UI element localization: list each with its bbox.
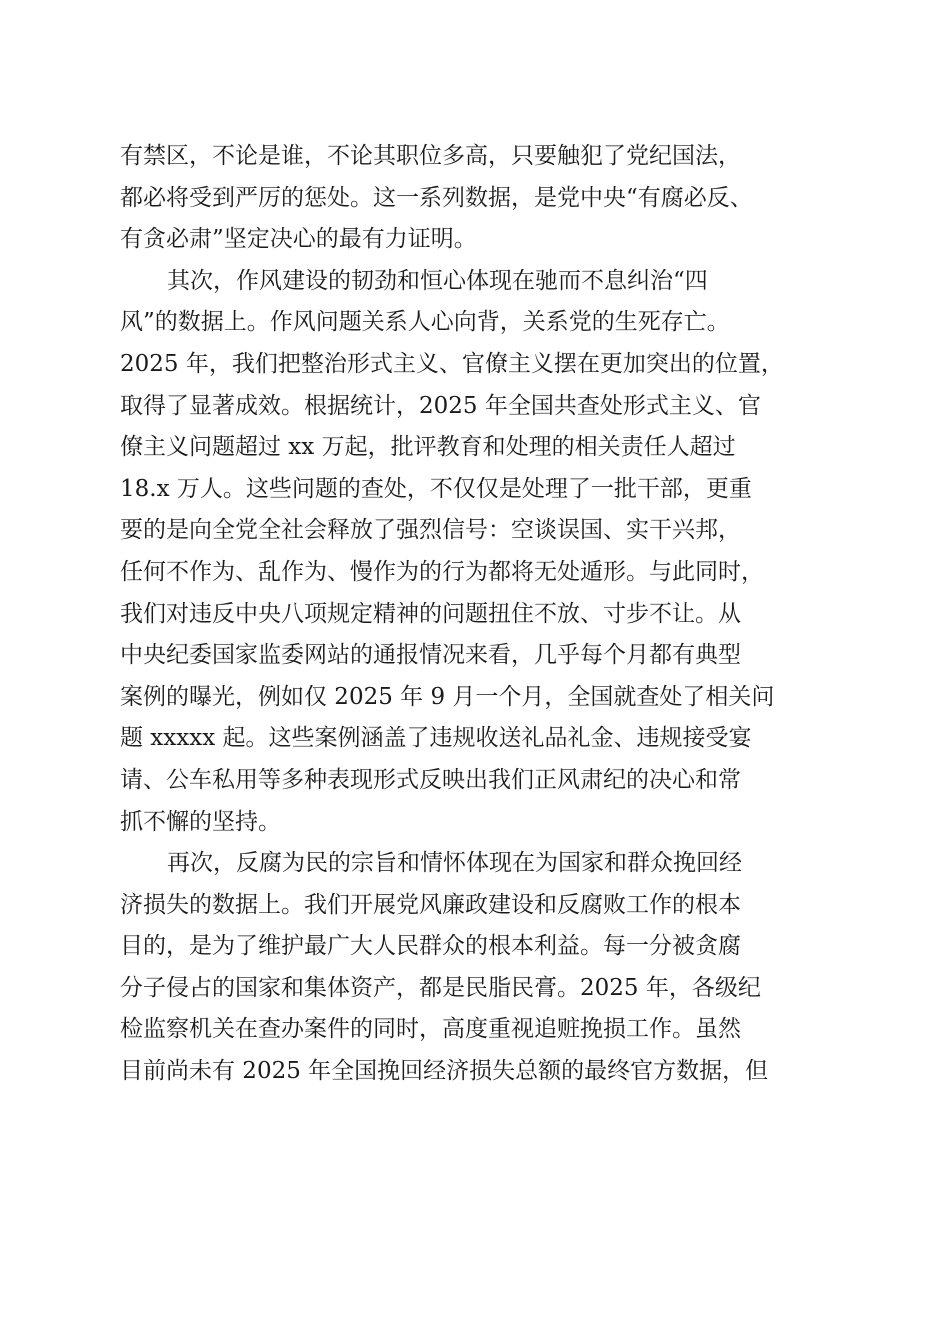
text-line: 18.x 万人。这些问题的查处，不仅仅是处理了一批干部，更重 — [120, 475, 752, 502]
text-line: 其次，作风建设的韧劲和恒心体现在驰而不息纠治“四 — [167, 267, 708, 294]
text-line: 中央纪委国家监委网站的通报情况来看，几乎每个月都有典型 — [120, 642, 741, 669]
text-line: 僚主义问题超过 xx 万起，批评教育和处理的相关责任人超过 — [120, 434, 736, 461]
text-line: 请、公车私用等多种表现形式反映出我们正风肃纪的决心和常 — [120, 766, 741, 793]
text-line: 再次，反腐为民的宗旨和情怀体现在为国家和群众挽回经 — [167, 850, 742, 877]
text-line: 都必将受到严厉的惩处。这一系列数据，是党中央“有腐必反、 — [120, 184, 753, 211]
text-line: 要的是向全党全社会释放了强烈信号：空谈误国、实干兴邦， — [120, 517, 741, 544]
text-line: 题 xxxxx 起。这些案例涵盖了违规收送礼品礼金、违规接受宴 — [120, 725, 752, 752]
text-line: 有贪必肃”坚定决心的最有力证明。 — [120, 226, 477, 253]
text-line: 分子侵占的国家和集体资产，都是民脂民膏。2025 年，各级纪 — [120, 974, 761, 1001]
paragraph-1-continued — [120, 136, 830, 261]
body-text — [120, 136, 830, 1093]
text-line: 济损失的数据上。我们开展党风廉政建设和反腐败工作的根本 — [120, 891, 741, 918]
text-line: 风”的数据上。作风问题关系人心向背，关系党的生死存亡。 — [120, 309, 730, 336]
text-line: 目的，是为了维护最广大人民群众的根本利益。每一分被贪腐 — [120, 933, 741, 960]
text-line: 有禁区，不论是谁，不论其职位多高，只要触犯了党纪国法， — [120, 143, 741, 169]
text-line: 抓不懈的坚持。 — [120, 808, 281, 835]
text-line: 取得了显著成效。根据统计，2025 年全国共查处形式主义、官 — [120, 392, 761, 419]
text-line: 检监察机关在查办案件的同时，高度重视追赃挽损工作。虽然 — [120, 1016, 741, 1043]
text-line: 任何不作为、乱作为、慢作为的行为都将无处遁形。与此同时， — [120, 558, 764, 585]
text-line: 案例的曝光，例如仅 2025 年 9 月一个月，全国就查处了相关问 — [120, 683, 775, 710]
text-line: 我们对违反中央八项规定精神的问题扭住不放、寸步不让。从 — [120, 600, 741, 627]
paragraph-3-economic-losses — [120, 843, 830, 1093]
text-line: 2025 年，我们把整治形式主义、官僚主义摆在更加突出的位置， — [120, 350, 784, 377]
text-line: 目前尚未有 2025 年全国挽回经济损失总额的最终官方数据，但 — [120, 1058, 769, 1085]
paragraph-2-style-building — [120, 261, 830, 843]
